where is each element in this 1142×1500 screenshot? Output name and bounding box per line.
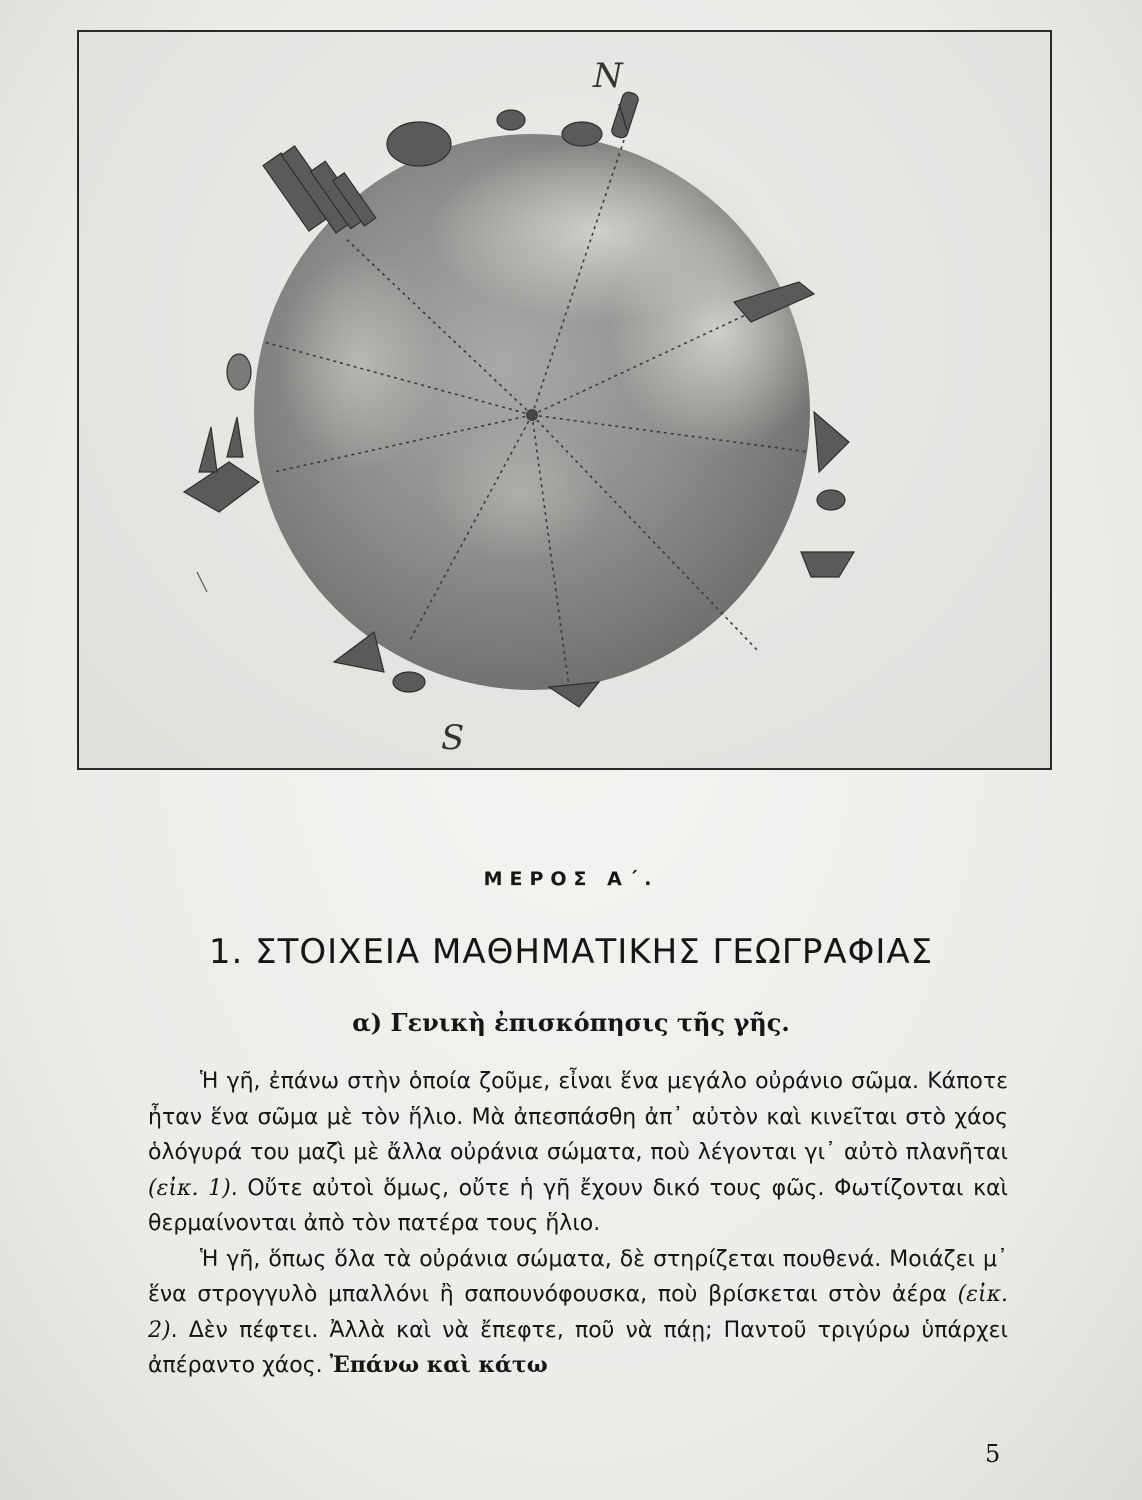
paragraph-text: Ἡ γῆ, ὅπως ὅλα τὰ οὐράνια σώματα, δὲ στηρίζεται πουθενά. Μοιάζει μ᾽ ἕνα στρογγυλὸ μπαλλόνι ἢ σαπουνόφουσκα, ποὺ βρίσκεται στὸν ἀέρα (148, 1246, 1008, 1307)
paragraph-text: . Δὲν πέφτει. Ἀλλὰ καὶ νὰ ἔπεφτε, ποῦ νὰ πάῃ; Παντοῦ τριγύρω ὑπάρχει ἀπέραντο χάος. (148, 1317, 1008, 1378)
north-label: N (593, 56, 623, 96)
chapter-title: 1. ΣΤΟΙΧΕΙΑ ΜΑΘΗΜΑΤΙΚΗΣ ΓΕΩΓΡΑΦΙΑΣ (208, 932, 934, 972)
paragraph (148, 1064, 1008, 1242)
paragraph-text: Ἡ γῆ, ἐπάνω στὴν ὁποία ζοῦμε, εἶναι ἕνα μεγάλο οὐράνιο σῶμα. Κάποτε ἦταν ἕνα σῶμα μὲ τὸν ἥλιο. Μὰ ἀπεσπάσθη ἀπ᾽ αὐτὸν καὶ κινεῖται στὸ χάος ὁλόγυρά του μαζὶ μὲ ἄλλα οὐράνια σώματα, ποὺ λέγονται γι᾽ αὐτὸ πλανῆται (148, 1069, 1008, 1165)
globe-drawing (79, 32, 1052, 770)
section-title: α) Γενικὴ ἐπισκόπησις τῆς γῆς. (352, 1008, 790, 1037)
figure-reference: (εἰκ. 1) (148, 1175, 231, 1201)
figure-reference: (εἰκ. 2) (148, 1282, 1008, 1343)
part-heading: ΜΕΡΟΣ Α΄. (483, 868, 659, 890)
bold-phrase: Ἐπάνω καὶ κάτω (329, 1352, 548, 1378)
paragraph-text: . Οὔτε αὐτοὶ ὅμως, οὔτε ἡ γῆ ἔχουν δικό τους φῶς. Φωτίζονται καὶ θερμαίνονται ἀπὸ τὸν πατέρα τους ἥλιο. (148, 1175, 1008, 1236)
south-label: S (441, 718, 465, 758)
body-text (148, 1064, 1008, 1384)
page-number: 5 (985, 1440, 1001, 1468)
paragraph (148, 1242, 1008, 1384)
globe-illustration (77, 30, 1052, 770)
